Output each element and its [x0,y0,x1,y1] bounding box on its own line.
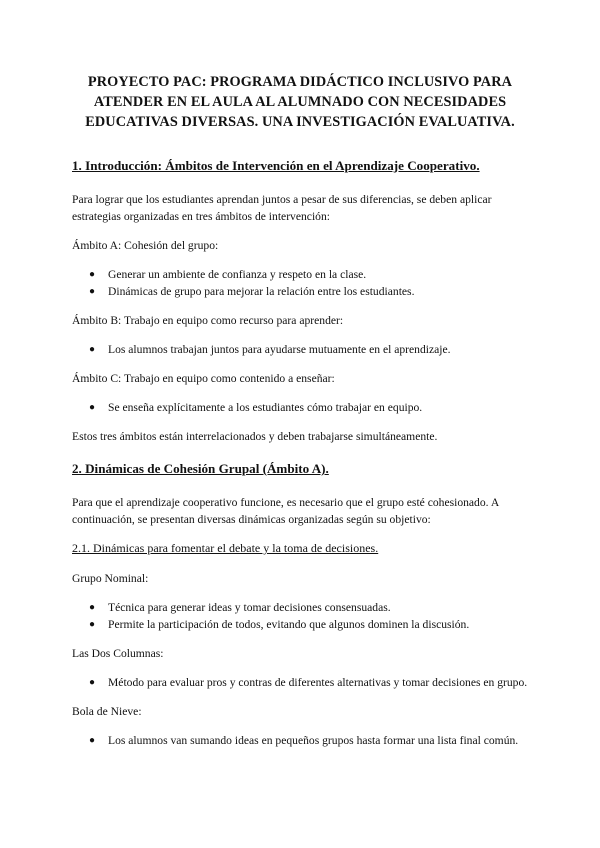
grupo-nominal-label: Grupo Nominal: [72,572,149,585]
document-title [72,72,528,132]
dos-columnas-label: Las Dos Columnas: [72,647,164,660]
title-line: PROYECTO PAC: PROGRAMA DIDÁCTICO INCLUSIVO PARA [87,74,513,90]
ambito-b-label: Ámbito B: Trabajo en equipo como recurso para aprender: [72,314,344,327]
bullet-icon: ● [89,735,96,746]
list-item: ● Permite la participación de todos, evitando que algunos dominen la discusión. [89,618,470,631]
dos-columnas-list [72,674,528,691]
ambito-b-list [72,341,528,358]
bullet-icon: ● [89,619,96,630]
list-item: ● Técnica para generar ideas y tomar decisiones consensuadas. [89,601,391,614]
list-item: ● Método para evaluar pros y contras de diferentes alternativas y tomar decisiones en grupo. [89,676,528,689]
section-1-intro: Para lograr que los estudiantes aprendan juntos a pesar de sus diferencias, se deben aplicar estrategias organizadas en tres ámbitos de intervención: [72,193,492,223]
section-1-heading: 1. Introducción: Ámbitos de Intervención en el Aprendizaje Cooperativo. [72,158,480,173]
bullet-icon: ● [89,286,96,297]
ambito-a-label: Ámbito A: Cohesión del grupo: [72,239,219,252]
bola-nieve-label: Bola de Nieve: [72,705,142,718]
title-line: ATENDER EN EL AULA AL ALUMNADO CON NECESIDADES [93,94,507,110]
section-2-heading: 2. Dinámicas de Cohesión Grupal (Ámbito A). [72,461,329,476]
ambito-c-label: Ámbito C: Trabajo en equipo como contenido a enseñar: [72,372,335,385]
bullet-icon: ● [89,402,96,413]
ambito-a-list [72,266,528,300]
title-line: EDUCATIVAS DIVERSAS. UNA INVESTIGACIÓN EVALUATIVA. [85,114,515,130]
grupo-nominal-list [72,599,528,633]
list-item: ● Se enseña explícitamente a los estudiantes cómo trabajar en equipo. [89,401,423,414]
bullet-icon: ● [89,602,96,613]
subsection-2-1-heading: 2.1. Dinámicas para fomentar el debate y la toma de decisiones. [72,541,379,555]
list-item: ● Los alumnos trabajan juntos para ayudarse mutuamente en el aprendizaje. [89,343,451,356]
bola-nieve-list [72,732,528,749]
list-item: ● Dinámicas de grupo para mejorar la relación entre los estudiantes. [89,285,415,298]
list-item: ● Generar un ambiente de confianza y respeto en la clase. [89,268,367,281]
bullet-icon: ● [89,269,96,280]
section-1-closing: Estos tres ámbitos están interrelacionados y deben trabajarse simultáneamente. [72,430,438,443]
bullet-icon: ● [89,344,96,355]
ambito-c-list [72,399,528,416]
section-2-intro: Para que el aprendizaje cooperativo funcione, es necesario que el grupo esté cohesionado. A continuación, se presentan diversas dinámicas organizadas según su objetivo: [72,496,499,526]
bullet-icon: ● [89,677,96,688]
list-item: ● Los alumnos van sumando ideas en pequeños grupos hasta formar una lista final común. [89,734,519,747]
